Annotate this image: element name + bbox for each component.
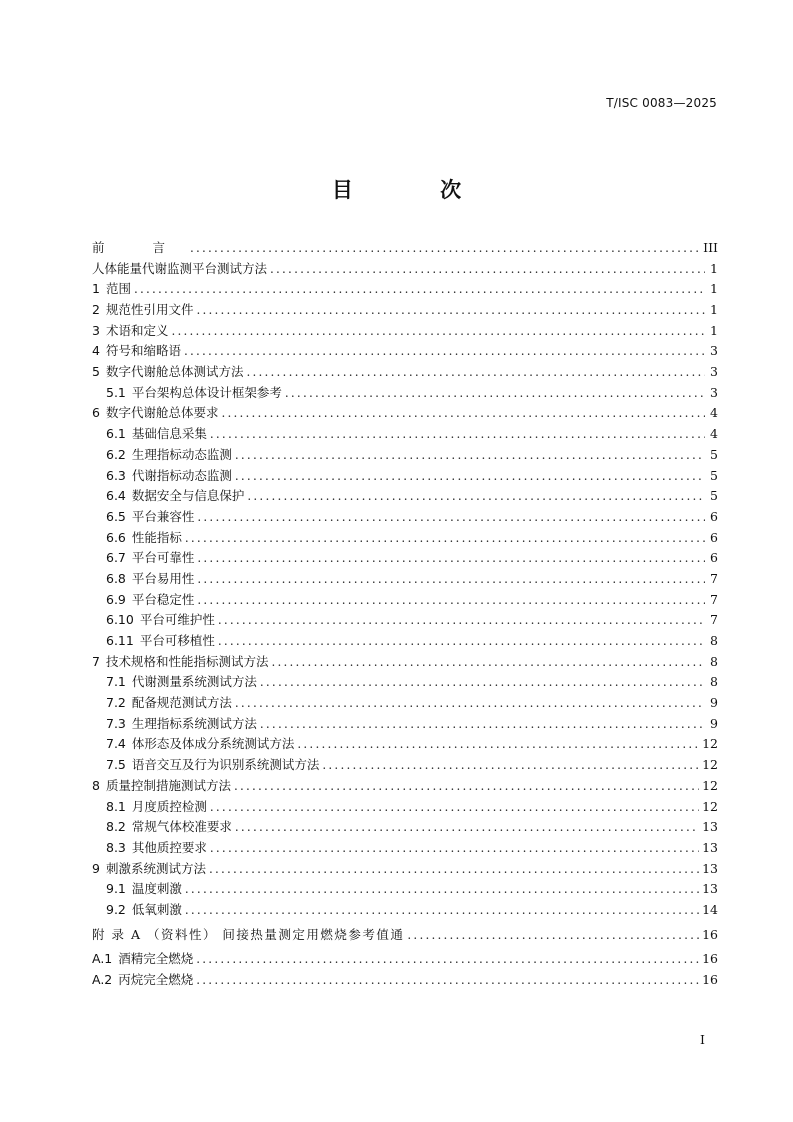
dot-leader bbox=[218, 631, 705, 652]
toc-entry[interactable] bbox=[92, 404, 718, 425]
toc-entry-label: 符号和缩略语 bbox=[105, 343, 181, 359]
toc-entry-label: 平台可维护性 bbox=[139, 612, 215, 628]
dot-leader bbox=[297, 734, 699, 755]
dot-leader bbox=[221, 403, 705, 424]
toc-entry-number: 7.4 bbox=[106, 736, 126, 752]
toc-entry-number: A.1 bbox=[92, 951, 113, 967]
toc-entry[interactable] bbox=[92, 486, 718, 507]
toc-entry-page: 12 bbox=[702, 757, 718, 773]
toc-entry-title bbox=[92, 300, 193, 321]
toc-entry-page: 12 bbox=[702, 777, 718, 793]
dot-leader bbox=[197, 507, 705, 528]
toc-entry-title bbox=[92, 776, 231, 797]
toc-entry-number: 8.1 bbox=[106, 798, 126, 814]
toc-entry[interactable] bbox=[92, 714, 718, 735]
toc-entry-page: 12 bbox=[702, 798, 718, 814]
toc-entry-label: 平台可移植性 bbox=[139, 633, 215, 649]
toc-entry[interactable] bbox=[92, 735, 718, 756]
toc-entry-title bbox=[92, 238, 187, 259]
toc-entry-title bbox=[106, 445, 232, 466]
toc-entry[interactable] bbox=[92, 817, 718, 838]
document-code: T/ISC 0083—2025 bbox=[606, 96, 717, 110]
dot-leader bbox=[196, 949, 699, 970]
toc-entry-label: 生理指标系统测试方法 bbox=[131, 715, 257, 731]
toc-entry-page: 1 bbox=[710, 322, 718, 338]
toc-entry-label: 平台兼容性 bbox=[131, 508, 195, 524]
toc-entry-title bbox=[92, 279, 131, 300]
toc-entry-title bbox=[106, 610, 215, 631]
dot-leader bbox=[185, 900, 699, 921]
toc-entry-label: 其他质控要求 bbox=[131, 839, 207, 855]
dot-leader bbox=[210, 424, 705, 445]
toc-entry-label: 酒精完全燃烧 bbox=[118, 951, 194, 967]
toc-entry-title bbox=[106, 528, 182, 549]
toc-entry-label: 平台架构总体设计框架参考 bbox=[131, 384, 282, 400]
toc-entry[interactable] bbox=[92, 776, 718, 797]
dot-leader bbox=[185, 528, 705, 549]
toc-entry[interactable] bbox=[92, 925, 718, 946]
toc-entry-label: 平台可靠性 bbox=[131, 550, 195, 566]
toc-entry[interactable] bbox=[92, 900, 718, 921]
toc-entry-number: 9.1 bbox=[106, 881, 126, 897]
toc-entry-title bbox=[92, 970, 193, 991]
dot-leader bbox=[185, 879, 699, 900]
toc-entry-page: 16 bbox=[702, 972, 718, 988]
toc-entry-number: 6.2 bbox=[106, 446, 126, 462]
toc-entry-label: 温度刺激 bbox=[131, 881, 182, 897]
toc-entry-page: 5 bbox=[710, 467, 718, 483]
toc-entry-title bbox=[106, 383, 282, 404]
toc-entry-number: 3 bbox=[92, 322, 100, 338]
toc-entry-label: 平台易用性 bbox=[131, 570, 195, 586]
toc-entry-label: 数字代谢舱总体要求 bbox=[105, 405, 219, 421]
toc-entry-number: 6.11 bbox=[106, 633, 134, 649]
toc-entry-title bbox=[92, 403, 218, 424]
toc-entry[interactable] bbox=[92, 755, 718, 776]
toc-entry-title bbox=[106, 900, 182, 921]
dot-leader bbox=[196, 970, 699, 991]
toc-entry-label: 性能指标 bbox=[131, 529, 182, 545]
dot-leader bbox=[246, 362, 705, 383]
dot-leader bbox=[235, 445, 705, 466]
toc-entry-number: 6.5 bbox=[106, 508, 126, 524]
toc-entry[interactable] bbox=[92, 279, 718, 300]
toc-entry[interactable] bbox=[92, 259, 718, 280]
toc-entry[interactable] bbox=[92, 949, 718, 970]
toc-entry-title bbox=[106, 817, 232, 838]
toc-entry[interactable] bbox=[92, 569, 718, 590]
toc-entry-page: 13 bbox=[702, 819, 718, 835]
toc-entry-title bbox=[106, 569, 194, 590]
toc-entry-number: 9.2 bbox=[106, 901, 126, 917]
toc-entry[interactable] bbox=[92, 970, 718, 991]
toc-entry-page: 1 bbox=[710, 260, 718, 276]
toc-entry-label: 附 录 A （资料性） 间接热量测定用燃烧参考值通 bbox=[92, 926, 405, 942]
toc-entry-label: 常规气体校准要求 bbox=[131, 819, 232, 835]
toc-entry-title bbox=[106, 714, 257, 735]
toc-entry-title bbox=[106, 548, 194, 569]
dot-leader bbox=[210, 797, 699, 818]
toc-entry[interactable] bbox=[92, 424, 718, 445]
toc-entry-title bbox=[106, 755, 319, 776]
toc-entry-number: 7.1 bbox=[106, 674, 126, 690]
toc-entry-page: 7 bbox=[710, 570, 718, 586]
toc-entry[interactable] bbox=[92, 610, 718, 631]
toc-entry-page: 8 bbox=[710, 633, 718, 649]
toc-entry[interactable] bbox=[92, 631, 718, 652]
toc-entry-title bbox=[106, 672, 257, 693]
toc-entry-page: 12 bbox=[702, 736, 718, 752]
dot-leader bbox=[197, 590, 705, 611]
toc-entry-label: 平台稳定性 bbox=[131, 591, 195, 607]
toc-entry-number: 7.2 bbox=[106, 695, 126, 711]
toc-entry-number: 7.3 bbox=[106, 715, 126, 731]
dot-leader bbox=[270, 259, 705, 280]
toc-entry-title bbox=[92, 341, 181, 362]
toc-entry[interactable] bbox=[92, 838, 718, 859]
toc-entry-title bbox=[106, 797, 207, 818]
toc-entry[interactable] bbox=[92, 445, 718, 466]
toc-entry-number: 6 bbox=[92, 405, 100, 421]
toc-entry-page: 14 bbox=[702, 901, 718, 917]
dot-leader bbox=[235, 817, 699, 838]
toc-entry-title bbox=[92, 321, 168, 342]
toc-entry-title bbox=[106, 590, 194, 611]
dot-leader bbox=[260, 714, 705, 735]
toc-entry[interactable] bbox=[92, 341, 718, 362]
toc-entry-title bbox=[106, 486, 244, 507]
toc-entry[interactable] bbox=[92, 693, 718, 714]
dot-leader bbox=[184, 341, 705, 362]
toc-entry-number: 6.10 bbox=[106, 612, 134, 628]
toc-entry-number: 8.3 bbox=[106, 839, 126, 855]
toc-entry[interactable] bbox=[92, 859, 718, 880]
toc-entry[interactable] bbox=[92, 590, 718, 611]
toc-entry-page: 7 bbox=[710, 591, 718, 607]
toc-entry-title bbox=[92, 259, 267, 280]
toc-entry-page: 16 bbox=[702, 951, 718, 967]
table-of-contents bbox=[92, 238, 718, 991]
toc-entry-page: 16 bbox=[702, 926, 718, 942]
toc-entry-page: 13 bbox=[702, 839, 718, 855]
toc-entry-page: 4 bbox=[710, 405, 718, 421]
dot-leader bbox=[271, 652, 705, 673]
toc-entry-label: 范围 bbox=[105, 281, 131, 297]
toc-entry-label: 低氧刺激 bbox=[131, 901, 182, 917]
toc-entry-title bbox=[92, 859, 206, 880]
toc-entry-number: 4 bbox=[92, 343, 100, 359]
toc-entry-number: 9 bbox=[92, 860, 100, 876]
toc-entry-title bbox=[106, 734, 294, 755]
toc-entry-page: 5 bbox=[710, 488, 718, 504]
toc-entry-title bbox=[106, 466, 232, 487]
toc-entry-number: 5 bbox=[92, 364, 100, 380]
page-number: I bbox=[700, 1032, 705, 1047]
dot-leader bbox=[234, 776, 699, 797]
toc-entry-label: 数字代谢舱总体测试方法 bbox=[105, 364, 244, 380]
toc-entry-label: 数据安全与信息保护 bbox=[131, 488, 245, 504]
toc-entry[interactable] bbox=[92, 362, 718, 383]
toc-entry-label: 月度质控检测 bbox=[131, 798, 207, 814]
toc-entry[interactable] bbox=[92, 321, 718, 342]
toc-entry-page: 1 bbox=[710, 281, 718, 297]
dot-leader bbox=[235, 466, 705, 487]
toc-entry-number: 6.7 bbox=[106, 550, 126, 566]
toc-entry[interactable] bbox=[92, 466, 718, 487]
toc-entry-label: 语音交互及行为识别系统测试方法 bbox=[131, 757, 320, 773]
dot-leader bbox=[235, 693, 705, 714]
dot-leader bbox=[218, 610, 705, 631]
toc-entry-page: 5 bbox=[710, 446, 718, 462]
dot-leader bbox=[260, 672, 705, 693]
dot-leader bbox=[285, 383, 705, 404]
toc-entry-page: 13 bbox=[702, 860, 718, 876]
toc-entry-title bbox=[106, 838, 207, 859]
toc-entry-page: III bbox=[703, 239, 718, 255]
toc-entry-title bbox=[92, 925, 404, 946]
toc-entry-number: A.2 bbox=[92, 972, 113, 988]
toc-entry-title bbox=[92, 652, 268, 673]
toc-entry[interactable] bbox=[92, 383, 718, 404]
toc-entry-page: 6 bbox=[710, 508, 718, 524]
toc-entry-title bbox=[106, 693, 232, 714]
toc-entry-page: 13 bbox=[702, 881, 718, 897]
toc-entry[interactable] bbox=[92, 238, 718, 259]
dot-leader bbox=[210, 838, 699, 859]
dot-leader bbox=[209, 859, 699, 880]
toc-entry-label: 术语和定义 bbox=[105, 322, 169, 338]
dot-leader bbox=[322, 755, 699, 776]
toc-entry-page: 4 bbox=[710, 426, 718, 442]
toc-entry[interactable] bbox=[92, 879, 718, 900]
toc-entry-number: 6.1 bbox=[106, 426, 126, 442]
dot-leader bbox=[407, 925, 699, 946]
dot-leader bbox=[197, 548, 705, 569]
toc-entry-label: 人体能量代谢监测平台测试方法 bbox=[92, 260, 268, 276]
toc-entry-label: 技术规格和性能指标测试方法 bbox=[105, 653, 269, 669]
toc-entry[interactable] bbox=[92, 507, 718, 528]
toc-entry[interactable] bbox=[92, 652, 718, 673]
toc-entry-label: 基础信息采集 bbox=[131, 426, 207, 442]
toc-entry-number: 5.1 bbox=[106, 384, 126, 400]
dot-leader bbox=[134, 279, 705, 300]
toc-entry[interactable] bbox=[92, 672, 718, 693]
toc-entry-number: 7 bbox=[92, 653, 100, 669]
toc-entry-label: 质量控制措施测试方法 bbox=[105, 777, 231, 793]
toc-entry-label: 刺激系统测试方法 bbox=[105, 860, 206, 876]
dot-leader bbox=[247, 486, 705, 507]
toc-entry-page: 9 bbox=[710, 695, 718, 711]
toc-entry-title bbox=[92, 362, 243, 383]
toc-entry-title bbox=[106, 879, 182, 900]
toc-entry-label: 代谢测量系统测试方法 bbox=[131, 674, 257, 690]
toc-entry-number: 6.8 bbox=[106, 570, 126, 586]
toc-entry-page: 8 bbox=[710, 674, 718, 690]
toc-entry-number: 6.9 bbox=[106, 591, 126, 607]
toc-entry-number: 6.3 bbox=[106, 467, 126, 483]
dot-leader bbox=[190, 238, 700, 259]
toc-entry-title bbox=[106, 424, 207, 445]
toc-entry-number: 7.5 bbox=[106, 757, 126, 773]
toc-entry[interactable] bbox=[92, 548, 718, 569]
toc-entry-number: 6.4 bbox=[106, 488, 126, 504]
toc-entry[interactable] bbox=[92, 300, 718, 321]
dot-leader bbox=[196, 300, 705, 321]
toc-entry-label: 代谢指标动态监测 bbox=[131, 467, 232, 483]
toc-entry-title bbox=[106, 631, 215, 652]
toc-entry[interactable] bbox=[92, 528, 718, 549]
toc-entry-number: 1 bbox=[92, 281, 100, 297]
toc-entry-page: 3 bbox=[710, 364, 718, 380]
toc-entry-page: 7 bbox=[710, 612, 718, 628]
toc-entry-page: 9 bbox=[710, 715, 718, 731]
dot-leader bbox=[171, 321, 705, 342]
toc-entry-number: 6.6 bbox=[106, 529, 126, 545]
toc-entry-page: 6 bbox=[710, 550, 718, 566]
page-title: 目 次 bbox=[331, 178, 502, 202]
toc-entry-label: 丙烷完全燃烧 bbox=[118, 972, 194, 988]
toc-entry-page: 6 bbox=[710, 529, 718, 545]
toc-entry-title bbox=[106, 507, 194, 528]
toc-entry-title bbox=[92, 949, 193, 970]
toc-entry-label: 配备规范测试方法 bbox=[131, 695, 232, 711]
dot-leader bbox=[197, 569, 705, 590]
toc-entry-label: 生理指标动态监测 bbox=[131, 446, 232, 462]
toc-entry-page: 3 bbox=[710, 343, 718, 359]
toc-entry-page: 8 bbox=[710, 653, 718, 669]
toc-entry-label: 前 言 bbox=[92, 239, 187, 255]
toc-entry-label: 规范性引用文件 bbox=[105, 302, 194, 318]
toc-entry-page: 1 bbox=[710, 302, 718, 318]
toc-entry-number: 8 bbox=[92, 777, 100, 793]
toc-entry-number: 8.2 bbox=[106, 819, 126, 835]
toc-entry-page: 3 bbox=[710, 384, 718, 400]
toc-entry-number: 2 bbox=[92, 302, 100, 318]
toc-entry[interactable] bbox=[92, 797, 718, 818]
toc-entry-label: 体形态及体成分系统测试方法 bbox=[131, 736, 295, 752]
